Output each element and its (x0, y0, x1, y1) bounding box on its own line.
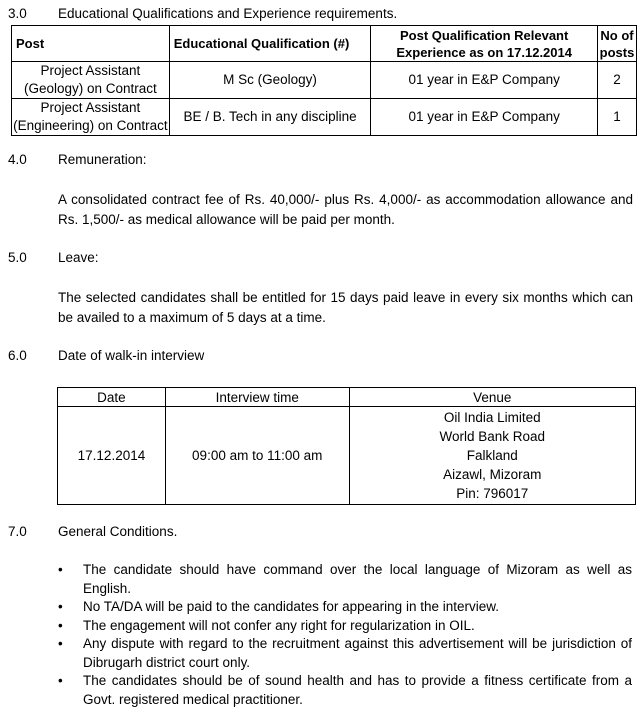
condition-text: No TA/DA will be paid to the candidates for appearing in the interview. (83, 599, 499, 614)
condition-text: The candidates should be of sound health and has to provide a fitness certificate from a Govt. registered medical practitioner. (83, 673, 632, 707)
list-item (58, 561, 632, 598)
list-item (58, 617, 632, 636)
header-post: Post (12, 26, 170, 62)
qualifications-table (11, 25, 637, 136)
table-row (12, 99, 637, 136)
section-3-number: 3.0 (8, 6, 27, 21)
general-conditions-list (58, 561, 632, 709)
condition-text: Any dispute with regard to the recruitment against this advertisement will be jurisdiction of Dibrugarh district court only. (83, 636, 632, 670)
header-date: Date (58, 388, 166, 407)
condition-text: The candidate should have command over the local language of Mizoram as well as English. (83, 562, 632, 596)
interview-table (57, 387, 636, 505)
venue-cell (349, 407, 635, 505)
header-qualification: Educational Qualification (#) (169, 26, 371, 62)
list-item (58, 635, 632, 672)
experience-cell: 01 year in E&P Company (371, 99, 598, 136)
post-cell: Project Assistant (Geology) on Contract (12, 62, 170, 99)
venue-line: Falkland (466, 448, 518, 463)
section-5-number: 5.0 (8, 250, 27, 265)
list-item (58, 672, 632, 709)
bullet-icon: • (58, 636, 63, 651)
header-posts: No of posts (597, 26, 636, 62)
bullet-icon: • (58, 562, 63, 577)
section-4-number: 4.0 (8, 152, 27, 167)
header-venue: Venue (349, 388, 635, 407)
interview-date-cell: 17.12.2014 (58, 407, 166, 505)
section-3-title: Educational Qualifications and Experience requirements. (58, 6, 398, 21)
section-6-number: 6.0 (8, 348, 27, 363)
bullet-icon: • (58, 673, 63, 688)
venue-line: Pin: 796017 (456, 486, 529, 501)
remuneration-text: A consolidated contract fee of Rs. 40,000/- plus Rs. 4,000/- as accommodation allowance and Rs. 1,500/- as medical allowance will be paid per month. (58, 192, 633, 227)
interview-header-row (58, 388, 636, 407)
section-6-title: Date of walk-in interview (58, 348, 205, 363)
qualifications-header-row (12, 26, 637, 62)
header-experience: Post Qualification Relevant Experience as on 17.12.2014 (371, 26, 598, 62)
venue-line: Aizawl, Mizoram (443, 467, 542, 482)
bullet-icon: • (58, 617, 63, 633)
section-5-title: Leave: (58, 250, 99, 265)
table-row (12, 62, 637, 99)
venue-line: World Bank Road (439, 429, 546, 444)
interview-time-cell: 09:00 am to 11:00 am (165, 407, 349, 505)
qualification-cell: BE / B. Tech in any discipline (169, 99, 371, 136)
qualification-cell: M Sc (Geology) (169, 62, 371, 99)
posts-cell: 2 (597, 62, 636, 99)
venue-line: Oil India Limited (443, 410, 541, 425)
bullet-icon: • (58, 599, 63, 614)
section-7-title: General Conditions. (58, 524, 178, 539)
section-7-number: 7.0 (8, 524, 27, 539)
posts-cell: 1 (597, 99, 636, 136)
post-cell: Project Assistant (Engineering) on Contract (12, 99, 170, 136)
condition-text: The engagement will not confer any right for regularization in OIL. (83, 617, 475, 633)
section-4-title: Remuneration: (58, 152, 147, 167)
header-interview-time: Interview time (165, 388, 349, 407)
leave-text: The selected candidates shall be entitled for 15 days paid leave in every six months which can be availed to a maximum of 5 days at a time. (58, 290, 633, 325)
table-row (58, 407, 636, 505)
experience-cell: 01 year in E&P Company (371, 62, 598, 99)
list-item (58, 598, 632, 617)
